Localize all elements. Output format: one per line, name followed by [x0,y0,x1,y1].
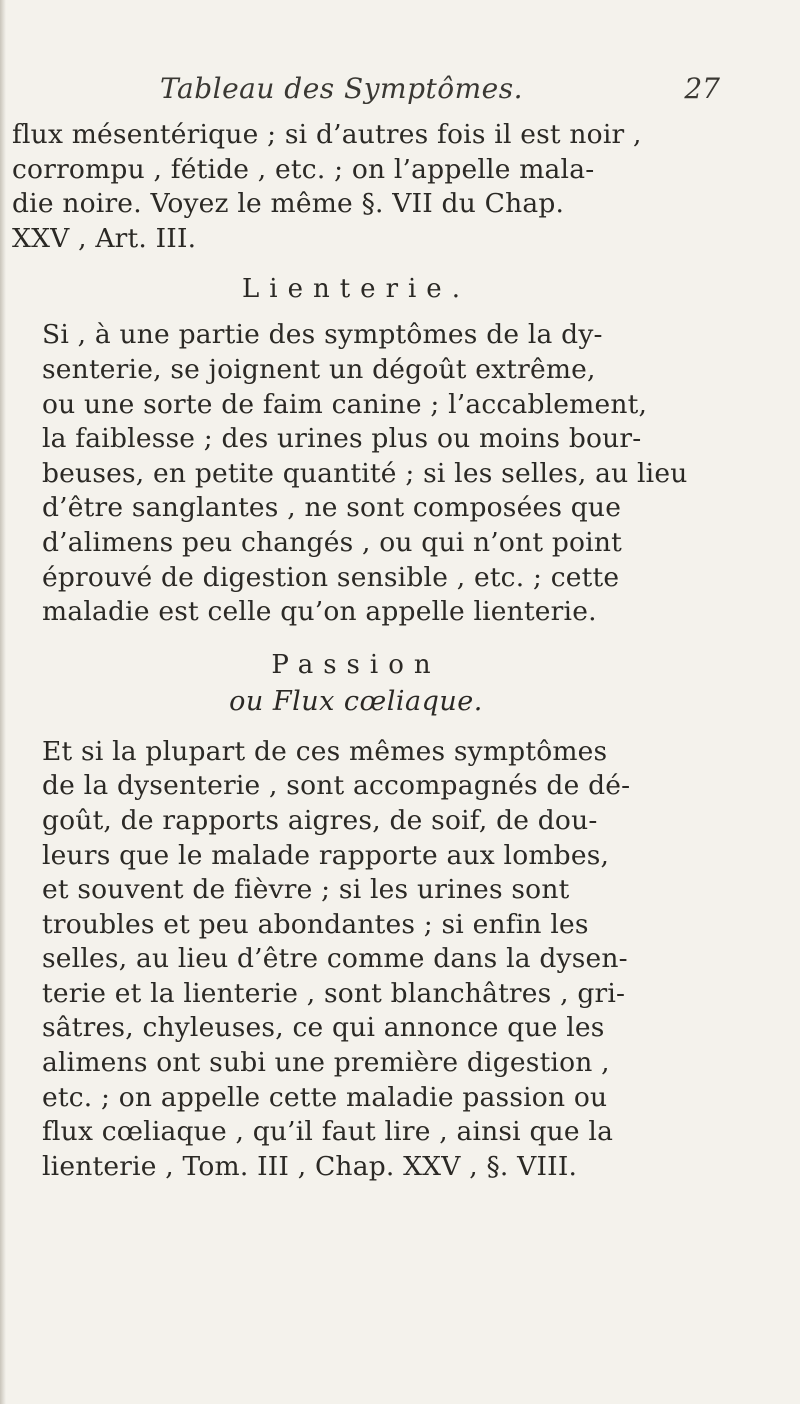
text-line: de la dysenterie , sont accompagnés de dé- [42,770,631,802]
text-line: selles, au lieu d’être comme dans la dysen- [42,943,628,975]
text-line: maladie est celle qu’on appelle lienterie. [42,596,597,628]
text-line: flux cœliaque , qu’il faut lire , ainsi que la [42,1116,614,1148]
text-line: Et si la plupart de ces mêmes symptômes [42,735,608,767]
text-line: goût, de rapports aigres, de soif, de dou- [42,804,598,836]
text-line: sâtres, chyleuses, ce qui annonce que les [42,1012,605,1044]
page-header [160,72,720,112]
section-heading-passion: Passion [271,649,441,680]
paragraph-flux-mesenterique [12,118,700,256]
page-edge-shadow [0,0,6,1404]
text-line: la faiblesse ; des urines plus ou moins bour- [42,423,642,455]
text-line: lienterie , Tom. III , Chap. XXV , §. VIII. [42,1150,578,1182]
text-line: et souvent de fièvre ; si les urines sont [42,874,570,906]
page-number: 27 [684,72,720,105]
section-subheading-flux-coeliaque: ou Flux cœliaque. [229,685,483,717]
text-line: die noire. Voyez le même §. VII du Chap. [12,188,565,220]
text-line: corrompu , fétide , etc. ; on l’appelle mala- [12,153,595,185]
paragraph-passion-coeliaque [12,735,700,1185]
text-line: ou une sorte de faim canine ; l’accablement, [42,388,648,420]
running-title: Tableau des Symptômes. [160,72,524,105]
text-line: beuses, en petite quantité ; si les selles, au lieu [42,457,688,489]
text-line: troubles et peu abondantes ; si enfin les [42,908,589,940]
section-heading-lienterie: Lienterie. [242,274,470,305]
text-line: d’alimens peu changés , ou qui n’ont point [42,526,622,558]
text-line: terie et la lienterie , sont blanchâtres , gri- [42,977,626,1009]
text-line: leurs que le malade rapporte aux lombes, [42,839,610,871]
text-line: d’être sanglantes , ne sont composées que [42,492,622,524]
text-line: XXV , Art. III. [12,222,197,254]
page-body [12,118,700,1184]
paragraph-lienterie [12,318,700,629]
text-line: etc. ; on appelle cette maladie passion ou [42,1081,608,1113]
text-line: éprouvé de digestion sensible , etc. ; cette [42,561,620,593]
text-line: flux mésentérique ; si d’autres fois il est noir , [12,119,642,150]
text-line: senterie, se joignent un dégoût extrême, [42,353,596,385]
text-line: alimens ont subi une première digestion , [42,1047,610,1079]
text-line: Si , à une partie des symptômes de la dy- [42,319,603,351]
